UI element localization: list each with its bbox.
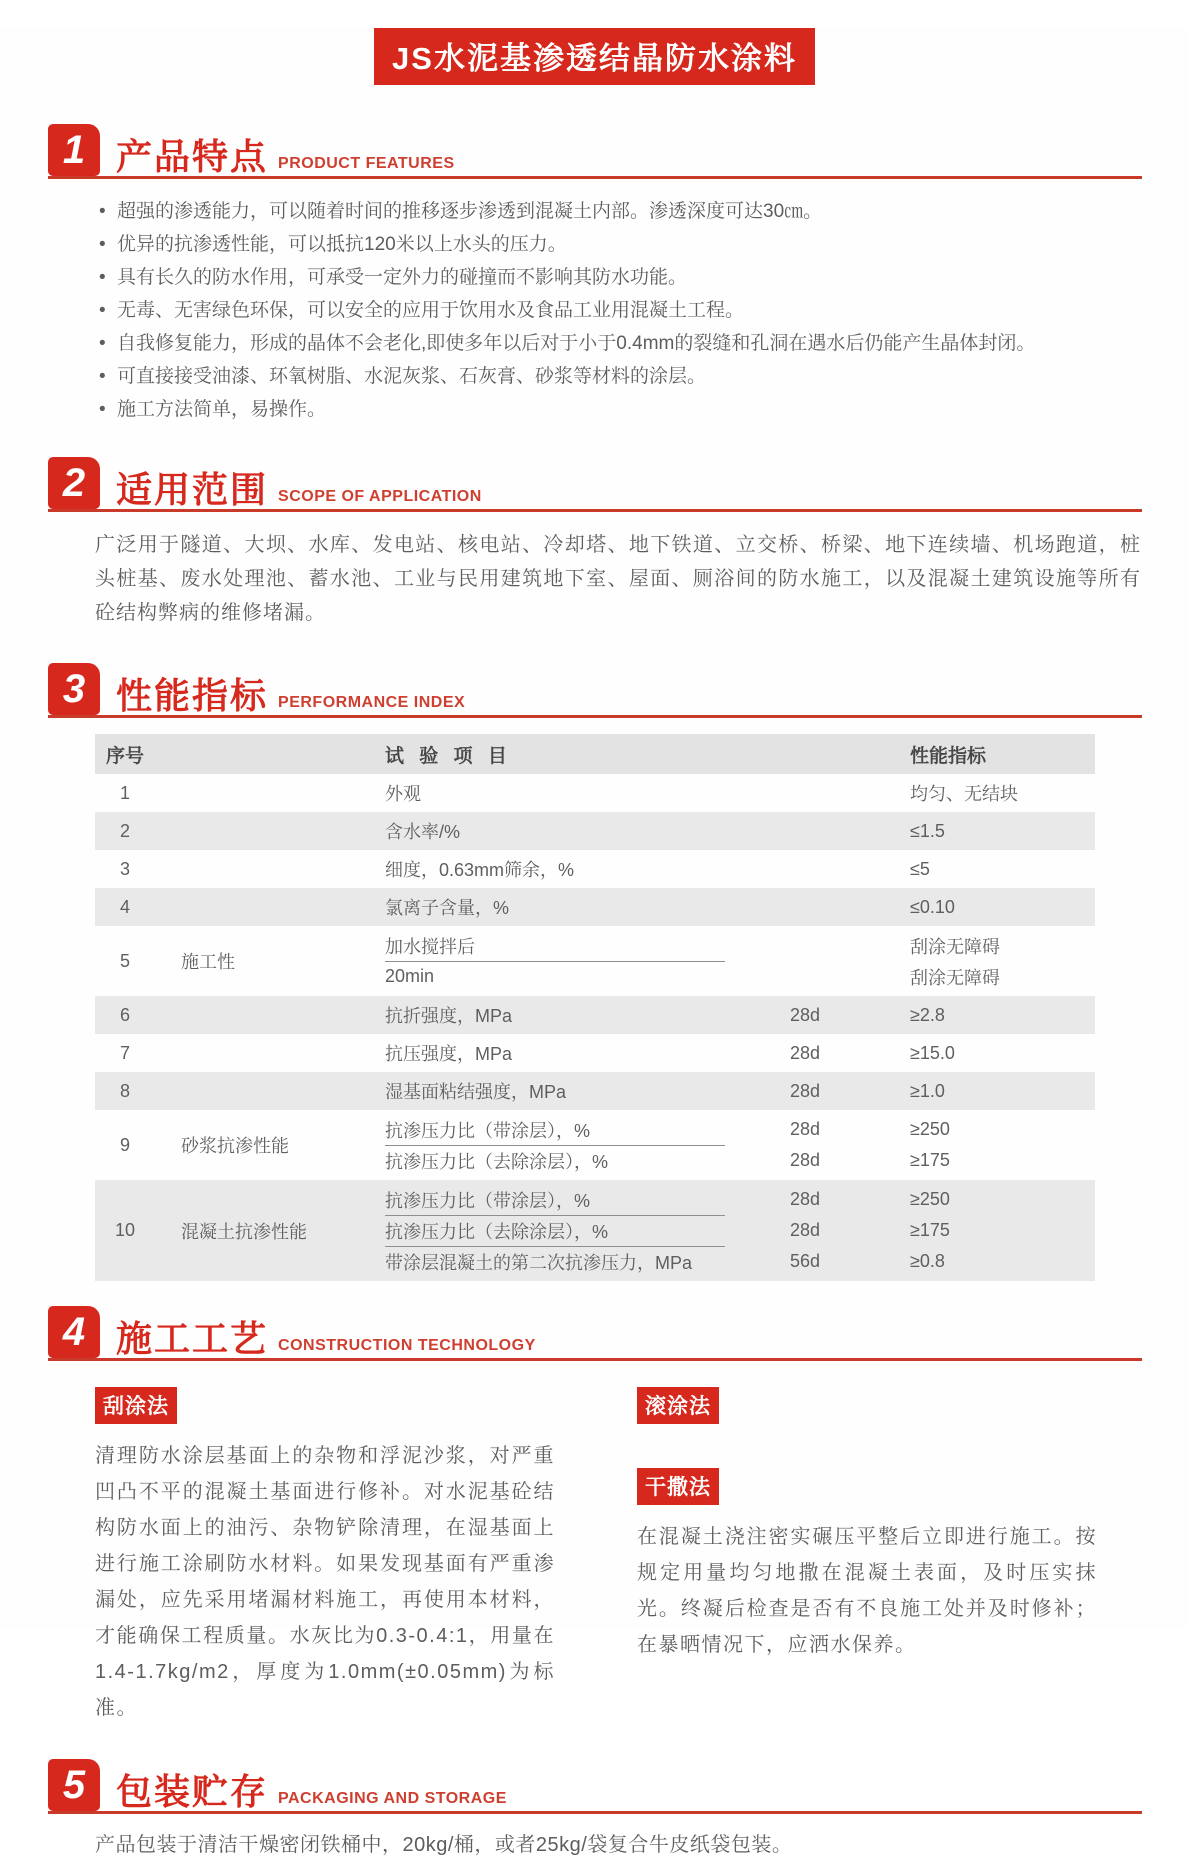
table-row: 7 抗压强度，MPa 28d ≥15.0 xyxy=(119,1042,955,1064)
section-4-header xyxy=(48,1303,1142,1361)
table-row: 3 细度，0.63mm筛余，% ≤5 xyxy=(119,858,930,880)
dry-method-badge: 干撒法 xyxy=(637,1468,719,1505)
packaging-paragraph: 产品包装于清洁干燥密闭铁桶中，20kg/桶，或者25kg/袋复合牛皮纸袋包装。 xyxy=(95,1834,793,1856)
section-5-number: 5 xyxy=(48,1759,100,1811)
construction-columns xyxy=(95,1387,1141,1726)
section-1-header xyxy=(48,121,1142,179)
section-2-number: 2 xyxy=(48,457,100,509)
section-4-title: 施工工艺 xyxy=(116,1318,269,1359)
section-4-subtitle-en: CONSTRUCTION TECHNOLOGY xyxy=(278,1337,536,1354)
scrape-method-column xyxy=(95,1387,555,1726)
section-construction-technology xyxy=(48,1303,1142,1726)
scope-paragraph: 广泛用于隧道、大坝、水库、发电站、核电站、冷却塔、地下铁道、立交桥、桥梁、地下连续墙、机场跑道，桩头桩基、废水处理池、蓄水池、工业与民用建筑地下室、屋面、厕浴间的防水施工，以及混凝土建筑设施等所有砼结构弊病的维修堵漏。 xyxy=(95,534,1141,624)
feature-item: • 优异的抗渗透性能，可以抵抗120米以上水头的压力。 xyxy=(95,228,1142,261)
feature-item: • 超强的渗透能力，可以随着时间的推移逐步渗透到混凝土内部。渗透深度可达30㎝。 xyxy=(95,195,1142,228)
section-3-subtitle-en: PERFORMANCE INDEX xyxy=(278,694,466,711)
feature-list xyxy=(95,195,1142,426)
col-header-no: 序号 xyxy=(105,745,144,767)
section-scope-of-application xyxy=(48,454,1142,630)
col-header-test-item: 试 验 项 目 xyxy=(385,745,512,767)
feature-item: • 具有长久的防水作用，可承受一定外力的碰撞而不影响其防水功能。 xyxy=(95,261,1142,294)
feature-item: • 无毒、无害绿色环保，可以安全的应用于饮用水及食品工业用混凝土工程。 xyxy=(95,294,1142,327)
section-2-header xyxy=(48,454,1142,512)
section-3-number: 3 xyxy=(48,663,100,715)
section-performance-index xyxy=(48,660,1142,1281)
roll-method-badge: 滚涂法 xyxy=(637,1387,719,1424)
table-row: 6 抗折强度，MPa 28d ≥2.8 xyxy=(95,996,1095,1034)
section-1-subtitle-en: PRODUCT FEATURES xyxy=(278,155,455,172)
product-title: JS水泥基渗透结晶防水涂料 xyxy=(392,41,797,76)
col-header-index: 性能指标 xyxy=(910,745,987,767)
section-2-title: 适用范围 xyxy=(116,469,269,510)
table-row: 8 湿基面粘结强度，MPa 28d ≥1.0 xyxy=(95,1072,1095,1110)
table-row: 1 外观 均匀、无结块 xyxy=(119,782,1018,804)
table-header-row xyxy=(95,734,1095,774)
section-3-header xyxy=(48,660,1142,718)
section-1-title: 产品特点 xyxy=(116,136,269,177)
table-row: 5 施工性 加水搅拌后 刮涂无障碍 20min 刮涂无障碍 xyxy=(95,926,1095,996)
section-5-title: 包装贮存 xyxy=(116,1771,269,1812)
section-product-features xyxy=(48,121,1142,426)
document-page xyxy=(0,28,1189,1856)
product-title-banner xyxy=(374,28,815,85)
scrape-method-paragraph: 清理防水涂层基面上的杂物和浮泥沙浆，对严重凹凸不平的混凝土基面进行修补。对水泥基砼结构防水面上的油污、杂物铲除清理，在湿基面上进行施工涂刷防水材料。如果发现基面有严重渗漏处，应先采用堵漏材料施工，再使用本材料，才能确保工程质量。水灰比为0.3-0.4:1，用量在1.4-1.7kg/m2，厚度为1.0mm(±0.05mm)为标准。 xyxy=(95,1445,555,1719)
section-packaging-storage xyxy=(48,1756,1142,1857)
section-1-number: 1 xyxy=(48,124,100,176)
performance-table xyxy=(95,734,1095,1281)
table-row: 9 砂浆抗渗性能 抗渗压力比（带涂层），% 28d ≥250 抗渗压力比（去除涂层），% 28d ≥175 xyxy=(95,1110,1095,1180)
section-4-number: 4 xyxy=(48,1306,100,1358)
scrape-method-badge: 刮涂法 xyxy=(95,1387,177,1424)
roll-dry-method-column xyxy=(637,1387,1097,1726)
table-row: 2 含水率/% ≤1.5 xyxy=(95,812,1095,850)
section-3-title: 性能指标 xyxy=(116,675,269,716)
feature-item: • 自我修复能力，形成的晶体不会老化,即使多年以后对于小于0.4mm的裂缝和孔洞在遇水后仍能产生晶体封闭。 xyxy=(95,327,1142,360)
table-row: 10 混凝土抗渗性能 抗渗压力比（带涂层），% 28d ≥250 抗渗压力比（去除涂层），% 28d ≥175 带涂层混凝土的第二次抗渗压力，MPa 56d ≥0.8 xyxy=(95,1180,1095,1281)
dry-method-paragraph: 在混凝土浇注密实碾压平整后立即进行施工。按规定用量均匀地撒在混凝土表面，及时压实抹光。终凝后检查是否有不良施工处并及时修补；在暴晒情况下，应洒水保养。 xyxy=(637,1526,1097,1656)
feature-item: • 施工方法简单，易操作。 xyxy=(95,393,1142,426)
spacer xyxy=(637,1424,1097,1468)
section-5-header xyxy=(48,1756,1142,1814)
section-5-subtitle-en: PACKAGING AND STORAGE xyxy=(278,1790,507,1807)
section-2-subtitle-en: SCOPE OF APPLICATION xyxy=(278,488,482,505)
feature-item: • 可直接接受油漆、环氧树脂、水泥灰浆、石灰膏、砂浆等材料的涂层。 xyxy=(95,360,1142,393)
table-row: 4 氯离子含量，% ≤0.10 xyxy=(95,888,1095,926)
